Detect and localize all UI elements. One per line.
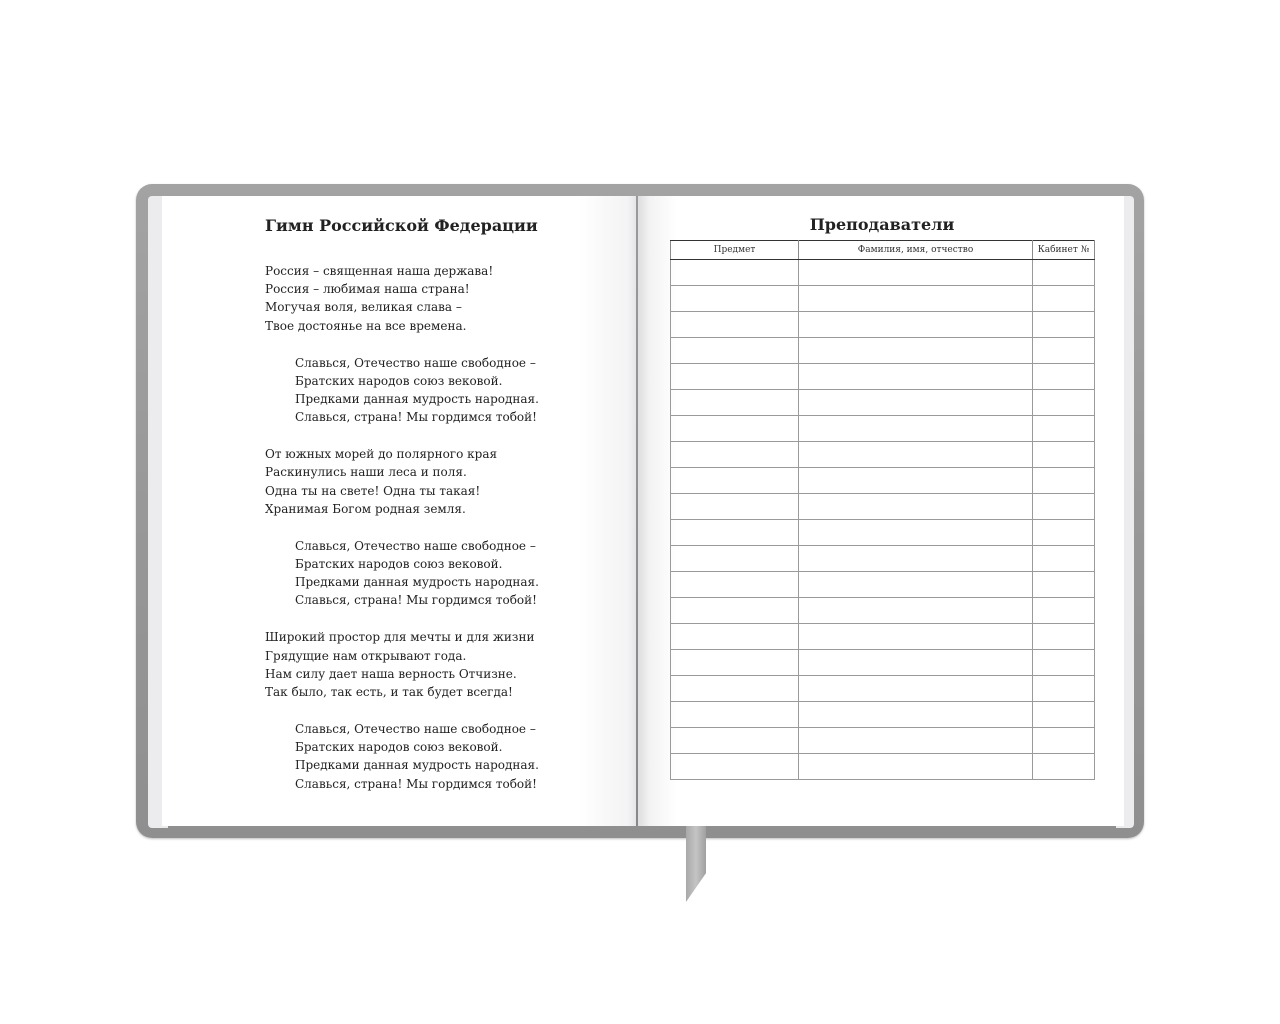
table-row xyxy=(671,338,1095,364)
cell-full-name[interactable] xyxy=(799,728,1033,754)
anthem-line: Предками данная мудрость народная. xyxy=(295,758,539,773)
cell-room[interactable] xyxy=(1033,286,1095,312)
cell-full-name[interactable] xyxy=(799,624,1033,650)
cell-subject[interactable] xyxy=(671,338,799,364)
cell-full-name[interactable] xyxy=(799,572,1033,598)
cell-full-name[interactable] xyxy=(799,416,1033,442)
cell-room[interactable] xyxy=(1033,390,1095,416)
anthem-verse xyxy=(265,262,615,335)
cell-subject[interactable] xyxy=(671,494,799,520)
cell-full-name[interactable] xyxy=(799,676,1033,702)
anthem-line: Братских народов союз вековой. xyxy=(295,740,503,755)
anthem-line: Славься, страна! Мы гордимся тобой! xyxy=(295,776,537,791)
column-header-room: Кабинет № xyxy=(1033,241,1095,260)
cell-room[interactable] xyxy=(1033,572,1095,598)
anthem-verse xyxy=(265,445,615,518)
cell-full-name[interactable] xyxy=(799,390,1033,416)
cell-subject[interactable] xyxy=(671,416,799,442)
table-row xyxy=(671,572,1095,598)
table-header-row xyxy=(671,241,1095,260)
column-header-subject: Предмет xyxy=(671,241,799,260)
anthem-line: Предками данная мудрость народная. xyxy=(295,575,539,590)
cell-room[interactable] xyxy=(1033,728,1095,754)
table-row xyxy=(671,312,1095,338)
anthem-title: Гимн Российской Федерации xyxy=(265,216,538,235)
anthem-line: Широкий простор для мечты и для жизни xyxy=(265,630,535,645)
bookmark-ribbon[interactable] xyxy=(686,826,706,902)
cell-full-name[interactable] xyxy=(799,468,1033,494)
anthem-line: Славься, Отечество наше свободное – xyxy=(295,722,536,737)
anthem-line: Славься, страна! Мы гордимся тобой! xyxy=(295,410,537,425)
table-row xyxy=(671,650,1095,676)
cell-subject[interactable] xyxy=(671,676,799,702)
cell-subject[interactable] xyxy=(671,520,799,546)
cell-subject[interactable] xyxy=(671,260,799,286)
cell-full-name[interactable] xyxy=(799,598,1033,624)
table-row xyxy=(671,598,1095,624)
teachers-table xyxy=(670,240,1095,780)
cell-subject[interactable] xyxy=(671,598,799,624)
anthem-line: Братских народов союз вековой. xyxy=(295,557,503,572)
anthem-chorus xyxy=(265,720,615,793)
anthem-line: Грядущие нам открывают года. xyxy=(265,648,467,663)
cell-room[interactable] xyxy=(1033,520,1095,546)
cell-subject[interactable] xyxy=(671,728,799,754)
anthem-text xyxy=(265,262,615,812)
cell-full-name[interactable] xyxy=(799,702,1033,728)
column-header-full-name: Фамилия, имя, отчество xyxy=(799,241,1033,260)
cell-subject[interactable] xyxy=(671,572,799,598)
cell-room[interactable] xyxy=(1033,624,1095,650)
cell-full-name[interactable] xyxy=(799,754,1033,780)
table-row xyxy=(671,468,1095,494)
anthem-line: Предками данная мудрость народная. xyxy=(295,392,539,407)
cell-subject[interactable] xyxy=(671,390,799,416)
cell-room[interactable] xyxy=(1033,494,1095,520)
cell-room[interactable] xyxy=(1033,598,1095,624)
anthem-chorus xyxy=(265,537,615,610)
cell-subject[interactable] xyxy=(671,546,799,572)
table-row xyxy=(671,364,1095,390)
cell-room[interactable] xyxy=(1033,312,1095,338)
cell-full-name[interactable] xyxy=(799,260,1033,286)
anthem-line: Раскинулись наши леса и поля. xyxy=(265,465,467,480)
table-row xyxy=(671,754,1095,780)
cell-room[interactable] xyxy=(1033,364,1095,390)
cell-room[interactable] xyxy=(1033,468,1095,494)
table-row xyxy=(671,546,1095,572)
cell-full-name[interactable] xyxy=(799,520,1033,546)
cell-room[interactable] xyxy=(1033,676,1095,702)
anthem-chorus xyxy=(265,354,615,427)
teachers-title: Преподаватели xyxy=(809,215,955,234)
anthem-line: Братских народов союз вековой. xyxy=(295,373,503,388)
table-row xyxy=(671,390,1095,416)
cell-subject[interactable] xyxy=(671,650,799,676)
cell-room[interactable] xyxy=(1033,546,1095,572)
cell-full-name[interactable] xyxy=(799,442,1033,468)
anthem-line: Славься, Отечество наше свободное – xyxy=(295,538,536,553)
table-row xyxy=(671,676,1095,702)
cell-subject[interactable] xyxy=(671,624,799,650)
table-row xyxy=(671,702,1095,728)
cell-full-name[interactable] xyxy=(799,286,1033,312)
table-row xyxy=(671,624,1095,650)
cell-subject[interactable] xyxy=(671,364,799,390)
anthem-line: Твое достоянье на все времена. xyxy=(265,318,467,333)
anthem-line: Россия – любимая наша страна! xyxy=(265,282,470,297)
anthem-line: Нам силу дает наша верность Отчизне. xyxy=(265,666,517,681)
cell-room[interactable] xyxy=(1033,702,1095,728)
anthem-line: Россия – священная наша держава! xyxy=(265,264,494,278)
cell-subject[interactable] xyxy=(671,468,799,494)
cell-subject[interactable] xyxy=(671,312,799,338)
anthem-line: Могучая воля, великая слава – xyxy=(265,300,462,315)
table-row xyxy=(671,286,1095,312)
anthem-line: От южных морей до полярного края xyxy=(265,447,498,462)
cell-full-name[interactable] xyxy=(799,312,1033,338)
cell-full-name[interactable] xyxy=(799,364,1033,390)
anthem-line: Хранимая Богом родная земля. xyxy=(265,501,466,516)
cell-room[interactable] xyxy=(1033,416,1095,442)
cell-room[interactable] xyxy=(1033,650,1095,676)
cell-full-name[interactable] xyxy=(799,338,1033,364)
table-row xyxy=(671,260,1095,286)
table-row xyxy=(671,494,1095,520)
cell-full-name[interactable] xyxy=(799,494,1033,520)
anthem-line: Славься, Отечество наше свободное – xyxy=(295,355,536,370)
cell-room[interactable] xyxy=(1033,442,1095,468)
cell-room[interactable] xyxy=(1033,338,1095,364)
cell-full-name[interactable] xyxy=(799,650,1033,676)
cell-subject[interactable] xyxy=(671,702,799,728)
cell-subject[interactable] xyxy=(671,442,799,468)
spine-gutter xyxy=(628,196,650,826)
anthem-line: Славься, страна! Мы гордимся тобой! xyxy=(295,593,537,608)
cell-subject[interactable] xyxy=(671,286,799,312)
table-row xyxy=(671,520,1095,546)
anthem-verse xyxy=(265,628,615,701)
cell-room[interactable] xyxy=(1033,260,1095,286)
cell-full-name[interactable] xyxy=(799,546,1033,572)
table-row xyxy=(671,416,1095,442)
table-row xyxy=(671,728,1095,754)
anthem-line: Одна ты на свете! Одна ты такая! xyxy=(265,483,481,498)
cell-subject[interactable] xyxy=(671,754,799,780)
cell-room[interactable] xyxy=(1033,754,1095,780)
anthem-line: Так было, так есть, и так будет всегда! xyxy=(265,685,513,700)
table-row xyxy=(671,442,1095,468)
